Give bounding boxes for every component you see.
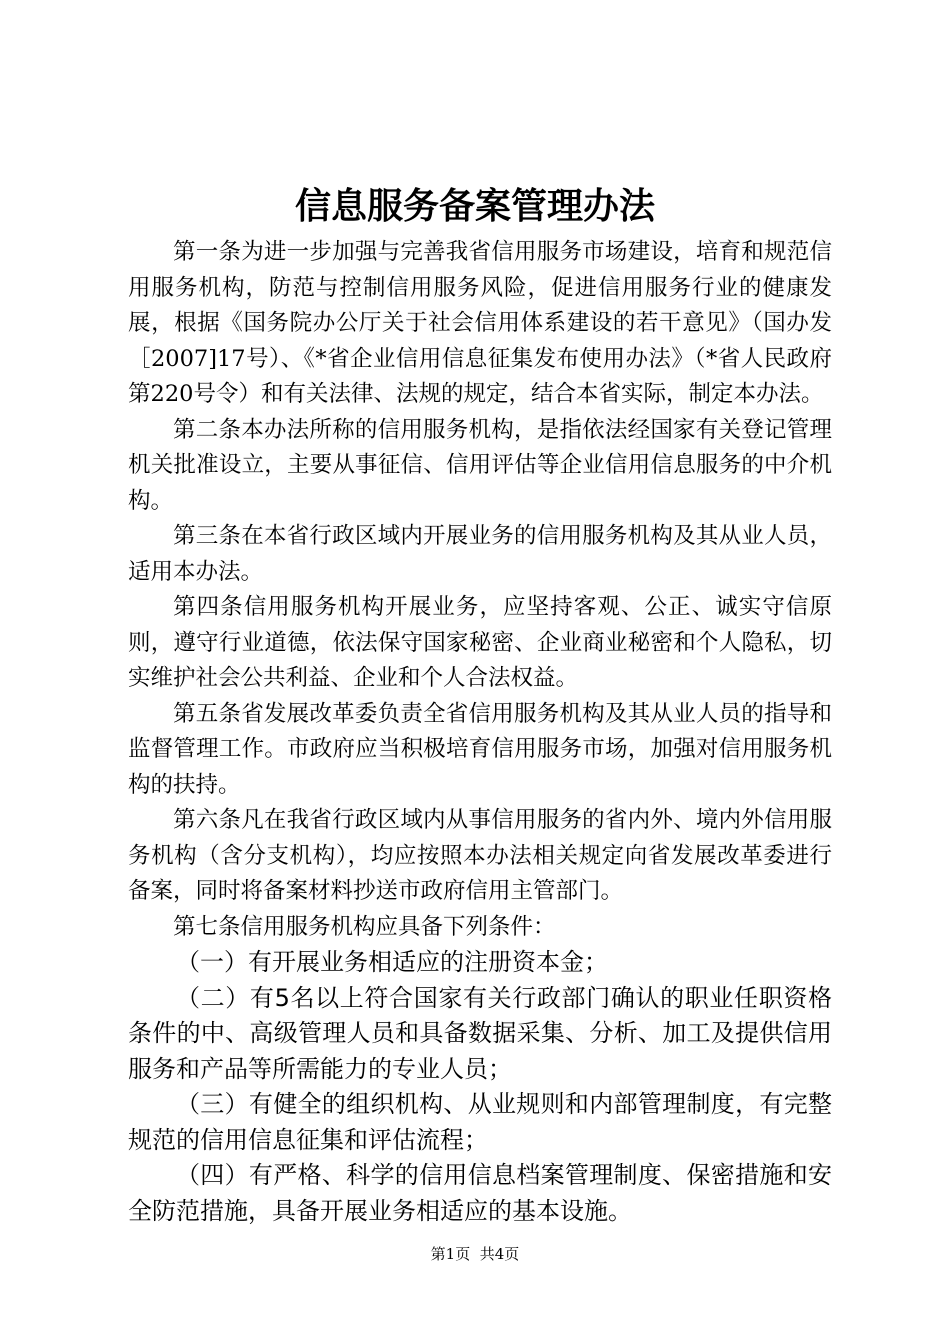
article-3: 第三条在本省行政区域内开展业务的信用服务机构及其从业人员，适用本办法。	[128, 523, 832, 585]
page-total: 共4页	[479, 1245, 520, 1263]
page-number: 第1页	[430, 1245, 471, 1263]
document-body	[128, 235, 832, 1229]
page-footer	[0, 1243, 950, 1265]
article-5: 第五条省发展改革委负责全省信用服务机构及其从业人员的指导和监督管理工作。市政府应当积极培育信用服务市场，加强对信用服务机构的扶持。	[128, 700, 832, 798]
condition-4: （四）有严格、科学的信用信息档案管理制度、保密措施和安全防范措施，具备开展业务相适应的基本设施。	[128, 1161, 832, 1225]
article-7: 第七条信用服务机构应具备下列条件：	[173, 913, 556, 940]
document-title: 信息服务备案管理办法	[294, 186, 655, 227]
condition-1: （一）有开展业务相适应的注册资本金；	[176, 948, 608, 976]
article-1: 第一条为进一步加强与完善我省信用服务市场建设，培育和规范信用服务机构，防范与控制信用服务风险，促进信用服务行业的健康发展，根据《国务院办公厅关于社会信用体系建设的若干意见》（国办发［2007]17号）、《*省企业信用信息征集发布使用办法》（*省人民政府第220号令）和有关法律、法规的规定，结合本省实际，制定本办法。	[128, 239, 832, 407]
condition-3: （三）有健全的组织机构、从业规则和内部管理制度，有完整规范的信用信息征集和评估流程；	[128, 1090, 832, 1154]
article-6: 第六条凡在我省行政区域内从事信用服务的省内外、境内外信用服务机构（含分支机构），均应按照本办法相关规定向省发展改革委进行备案，同时将备案材料抄送市政府信用主管部门。	[128, 807, 832, 904]
article-4: 第四条信用服务机构开展业务，应坚持客观、公正、诚实守信原则，遵守行业道德，依法保守国家秘密、企业商业秘密和个人隐私，切实维护社会公共利益、企业和个人合法权益。	[128, 594, 832, 691]
footer-separator	[470, 1245, 480, 1263]
article-2: 第二条本办法所称的信用服务机构，是指依法经国家有关登记管理机关批准设立，主要从事征信、信用评估等企业信用信息服务的中介机构。	[128, 416, 832, 514]
condition-2: （二）有5名以上符合国家有关行政部门确认的职业任职资格条件的中、高级管理人员和具备数据采集、分析、加工及提供信用服务和产品等所需能力的专业人员；	[128, 983, 832, 1083]
